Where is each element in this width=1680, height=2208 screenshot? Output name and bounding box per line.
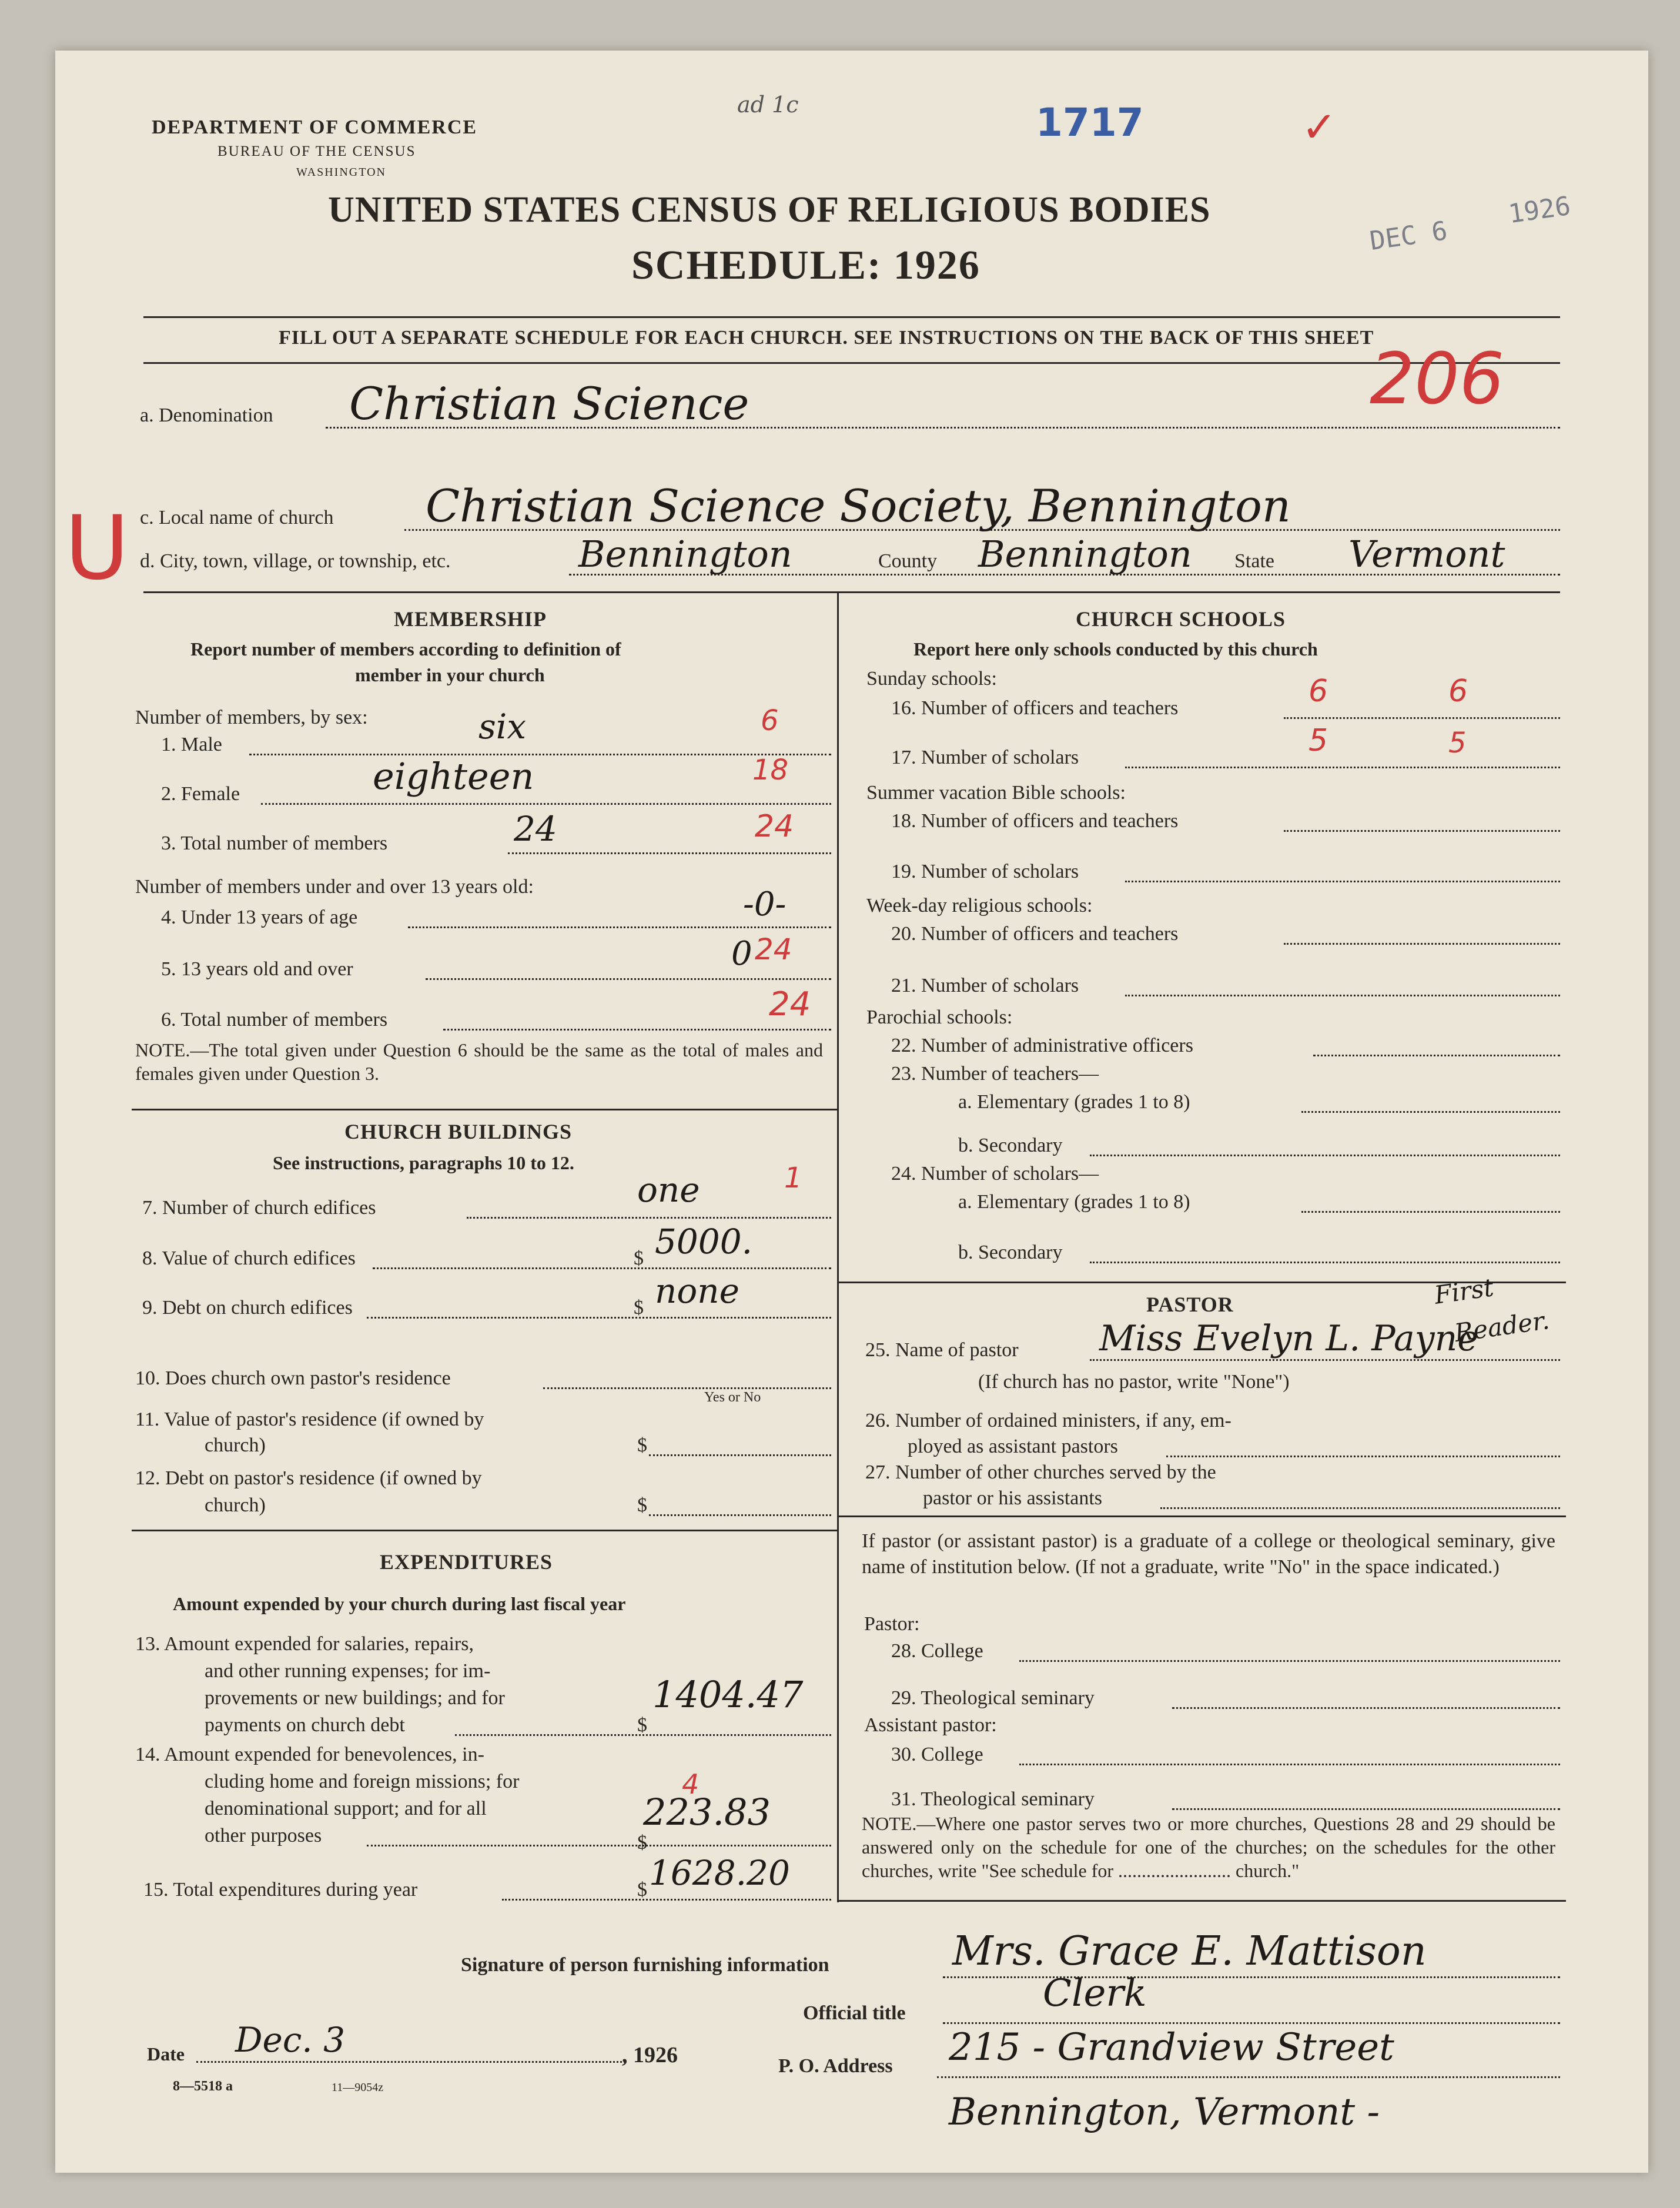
q11-dollar: $ — [637, 1434, 647, 1456]
q25-note-first: First — [1433, 1273, 1496, 1310]
q13-written[interactable]: 1404.47 — [652, 1673, 804, 1716]
q15-label: 15. Total expenditures during year — [143, 1879, 418, 1901]
q12-label-b: church) — [205, 1494, 266, 1516]
q30-label: 30. College — [891, 1744, 983, 1765]
q23-label: 23. Number of teachers— — [891, 1063, 1099, 1085]
summer-label: Summer vacation Bible schools: — [866, 782, 1126, 804]
form-title: UNITED STATES CENSUS OF RELIGIOUS BODIES — [328, 190, 1211, 230]
weekday-label: Week-day religious schools: — [866, 895, 1093, 916]
q1-label: 1. Male — [161, 734, 222, 755]
form-number: 8—5518 a — [173, 2079, 233, 2094]
address-written-2[interactable]: Bennington, Vermont - — [949, 2090, 1380, 2134]
membership-note: NOTE.—The total given under Question 6 should be the same as the total of males and females given under Question 3. — [135, 1039, 823, 1084]
q27-label-b: pastor or his assistants — [923, 1487, 1103, 1509]
date-year: , 1926 — [622, 2043, 678, 2068]
q25-sub: (If church has no pastor, write "None") — [978, 1371, 1290, 1393]
schools-heading: CHURCH SCHOOLS — [1076, 607, 1286, 631]
q25-note-reader: Reader. — [1453, 1305, 1551, 1348]
sunday-label: Sunday schools: — [866, 668, 997, 690]
census-schedule-sheet — [55, 51, 1648, 2173]
q2-label: 2. Female — [161, 783, 240, 805]
q11-label-b: church) — [205, 1434, 266, 1456]
q29-label: 29. Theological seminary — [891, 1687, 1095, 1709]
q14-dollar: $ — [637, 1832, 647, 1854]
q11-label-a: 11. Value of pastor's residence (if owned by — [135, 1409, 484, 1430]
q2-written[interactable]: eighteen — [373, 755, 534, 798]
q15-dollar: $ — [637, 1879, 647, 1901]
date-stamp: DEC 6 — [1368, 216, 1450, 256]
q13-label-b: and other running expenses; for im- — [205, 1660, 491, 1682]
q9-dollar: $ — [634, 1297, 644, 1319]
membership-heading: MEMBERSHIP — [394, 607, 547, 631]
q6-red: 24 — [769, 985, 811, 1023]
q20-label: 20. Number of officers and teachers — [891, 923, 1179, 945]
q16-label: 16. Number of officers and teachers — [891, 697, 1179, 719]
official-title-label: Official title — [803, 2002, 906, 2024]
q28-label: 28. College — [891, 1640, 983, 1662]
q12-label-a: 12. Debt on pastor's residence (if owned by — [135, 1467, 482, 1489]
expenditures-heading: EXPENDITURES — [380, 1550, 553, 1574]
assistant-label: Assistant pastor: — [864, 1714, 997, 1736]
q14-written[interactable]: 223.83 — [643, 1791, 771, 1834]
yes-no-hint: Yes or No — [704, 1390, 761, 1405]
q7-red: 1 — [784, 1162, 802, 1195]
schedule-title: SCHEDULE: 1926 — [631, 243, 980, 288]
q4-written[interactable]: -0- — [743, 885, 787, 924]
q13-label-d: payments on church debt — [205, 1714, 405, 1736]
q8-written[interactable]: 5000. — [655, 1222, 753, 1262]
instruction-bar: FILL OUT A SEPARATE SCHEDULE FOR EACH CHURCH. SEE INSTRUCTIONS ON THE BACK OF THIS SHEET — [279, 327, 1374, 349]
q7-label: 7. Number of church edifices — [142, 1197, 376, 1219]
q17-label: 17. Number of scholars — [891, 747, 1079, 768]
q24-label: 24. Number of scholars— — [891, 1163, 1099, 1185]
q17-red2: 5 — [1448, 727, 1467, 760]
q3-label: 3. Total number of members — [161, 832, 388, 854]
q17-red: 5 — [1308, 723, 1328, 758]
q9-written[interactable]: none — [655, 1271, 739, 1311]
q24b-label: b. Secondary — [958, 1242, 1063, 1263]
q25-label: 25. Name of pastor — [865, 1339, 1019, 1361]
q8-dollar: $ — [634, 1247, 644, 1269]
q3-red: 24 — [755, 809, 794, 844]
city-heading: WASHINGTON — [296, 166, 386, 179]
address-written[interactable]: 215 - Grandview Street — [949, 2026, 1394, 2069]
q2-red: 18 — [752, 754, 789, 787]
q14-red: 4 — [682, 1768, 700, 1800]
buildings-heading: CHURCH BUILDINGS — [344, 1120, 573, 1143]
pencil-annotation: ad 1c — [737, 92, 799, 118]
q19-label: 19. Number of scholars — [891, 861, 1079, 882]
q26-label-a: 26. Number of ordained ministers, if any, em- — [865, 1410, 1231, 1431]
print-number: 11—9054z — [332, 2081, 384, 2094]
state-value[interactable]: Vermont — [1348, 533, 1505, 576]
date-written[interactable]: Dec. 3 — [235, 2020, 346, 2060]
county-label: County — [878, 550, 938, 572]
q14-label-b: cluding home and foreign missions; for — [205, 1771, 520, 1792]
q13-label-c: provements or new buildings; and for — [205, 1687, 505, 1709]
q5-written[interactable]: 0 — [731, 935, 752, 973]
q13-label-a: 13. Amount expended for salaries, repairs, — [135, 1633, 474, 1655]
q26-label-b: ployed as assistant pastors — [908, 1436, 1118, 1457]
q10-label: 10. Does church own pastor's residence — [135, 1367, 451, 1389]
q3-written[interactable]: 24 — [514, 809, 557, 849]
signature-label: Signature of person furnishing information — [461, 1954, 829, 1976]
pastor-note: NOTE.—Where one pastor serves two or more churches, Questions 28 and 29 should be answered only on the schedule for one of the churches; on the schedules for the other churches, write "See schedule for ........................ church." — [862, 1813, 1555, 1881]
margin-u-mark: U — [65, 497, 129, 600]
code-206: 206 — [1370, 339, 1505, 420]
official-title-written[interactable]: Clerk — [1043, 1972, 1147, 2015]
bureau-heading: BUREAU OF THE CENSUS — [217, 143, 416, 159]
number-stamp: 1717 — [1036, 100, 1144, 145]
q13-dollar: $ — [637, 1714, 647, 1736]
schools-sub: Report here only schools conducted by this church — [913, 638, 1318, 660]
q21-label: 21. Number of scholars — [891, 975, 1079, 996]
department-heading: DEPARTMENT OF COMMERCE — [152, 116, 478, 138]
membership-sub1: Report number of members according to definition of — [190, 638, 621, 660]
q31-label: 31. Theological seminary — [891, 1788, 1095, 1810]
q7-written[interactable]: one — [637, 1170, 700, 1210]
q18-label: 18. Number of officers and teachers — [891, 810, 1179, 832]
q22-label: 22. Number of administrative officers — [891, 1035, 1193, 1056]
parochial-label: Parochial schools: — [866, 1006, 1013, 1028]
date-label: Date — [147, 2043, 185, 2065]
membership-sub2: member in your church — [355, 664, 545, 685]
age-heading: Number of members under and over 13 years old: — [135, 876, 534, 898]
q9-label: 9. Debt on church edifices — [142, 1297, 353, 1319]
local-name-label: c. Local name of church — [140, 507, 334, 528]
pastor-label: Pastor: — [864, 1613, 920, 1635]
q16-red2: 6 — [1448, 674, 1468, 709]
q14-label-a: 14. Amount expended for benevolences, in- — [135, 1744, 484, 1765]
graduate-note: If pastor (or assistant pastor) is a graduate of a college or theological seminary, give name of institution below. (If not a graduate, write "No" in the space indicated.) — [862, 1530, 1555, 1578]
city-label: d. City, town, village, or township, etc. — [140, 550, 451, 572]
q6-label: 6. Total number of members — [161, 1009, 388, 1031]
q5-label: 5. 13 years old and over — [161, 958, 353, 980]
buildings-sub: See instructions, paragraphs 10 to 12. — [273, 1152, 574, 1173]
q14-label-d: other purposes — [205, 1825, 322, 1846]
local-name-value[interactable]: Christian Science Society, Bennington — [426, 480, 1291, 532]
expenditures-sub: Amount expended by your church during last fiscal year — [173, 1593, 626, 1614]
by-sex-label: Number of members, by sex: — [135, 707, 368, 728]
q5-red: 24 — [755, 932, 792, 966]
q1-written[interactable]: six — [478, 707, 527, 747]
q4-label: 4. Under 13 years of age — [161, 906, 358, 928]
pastor-heading: PASTOR — [1146, 1293, 1234, 1316]
check-mark: ✓ — [1301, 102, 1337, 152]
q24a-label: a. Elementary (grades 1 to 8) — [958, 1191, 1190, 1213]
signature-written[interactable]: Mrs. Grace E. Mattison — [952, 1928, 1427, 1975]
q16-red: 6 — [1308, 674, 1328, 709]
q12-dollar: $ — [637, 1494, 647, 1516]
q1-red: 6 — [761, 704, 779, 737]
county-value[interactable]: Bennington — [978, 533, 1192, 576]
denomination-value[interactable]: Christian Science — [349, 377, 749, 430]
year-stamp: 1926 — [1506, 190, 1573, 230]
address-label: P. O. Address — [778, 2055, 893, 2077]
q23b-label: b. Secondary — [958, 1135, 1063, 1156]
denomination-label: a. Denomination — [140, 404, 273, 426]
q25-written[interactable]: Miss Evelyn L. Payne — [1099, 1318, 1478, 1359]
q15-written[interactable]: 1628.20 — [649, 1853, 790, 1893]
city-value[interactable]: Bennington — [578, 533, 792, 576]
q8-label: 8. Value of church edifices — [142, 1247, 356, 1269]
q27-label-a: 27. Number of other churches served by the — [865, 1461, 1216, 1483]
q14-label-c: denominational support; and for all — [205, 1798, 487, 1819]
state-label: State — [1234, 550, 1274, 572]
q23a-label: a. Elementary (grades 1 to 8) — [958, 1091, 1190, 1113]
